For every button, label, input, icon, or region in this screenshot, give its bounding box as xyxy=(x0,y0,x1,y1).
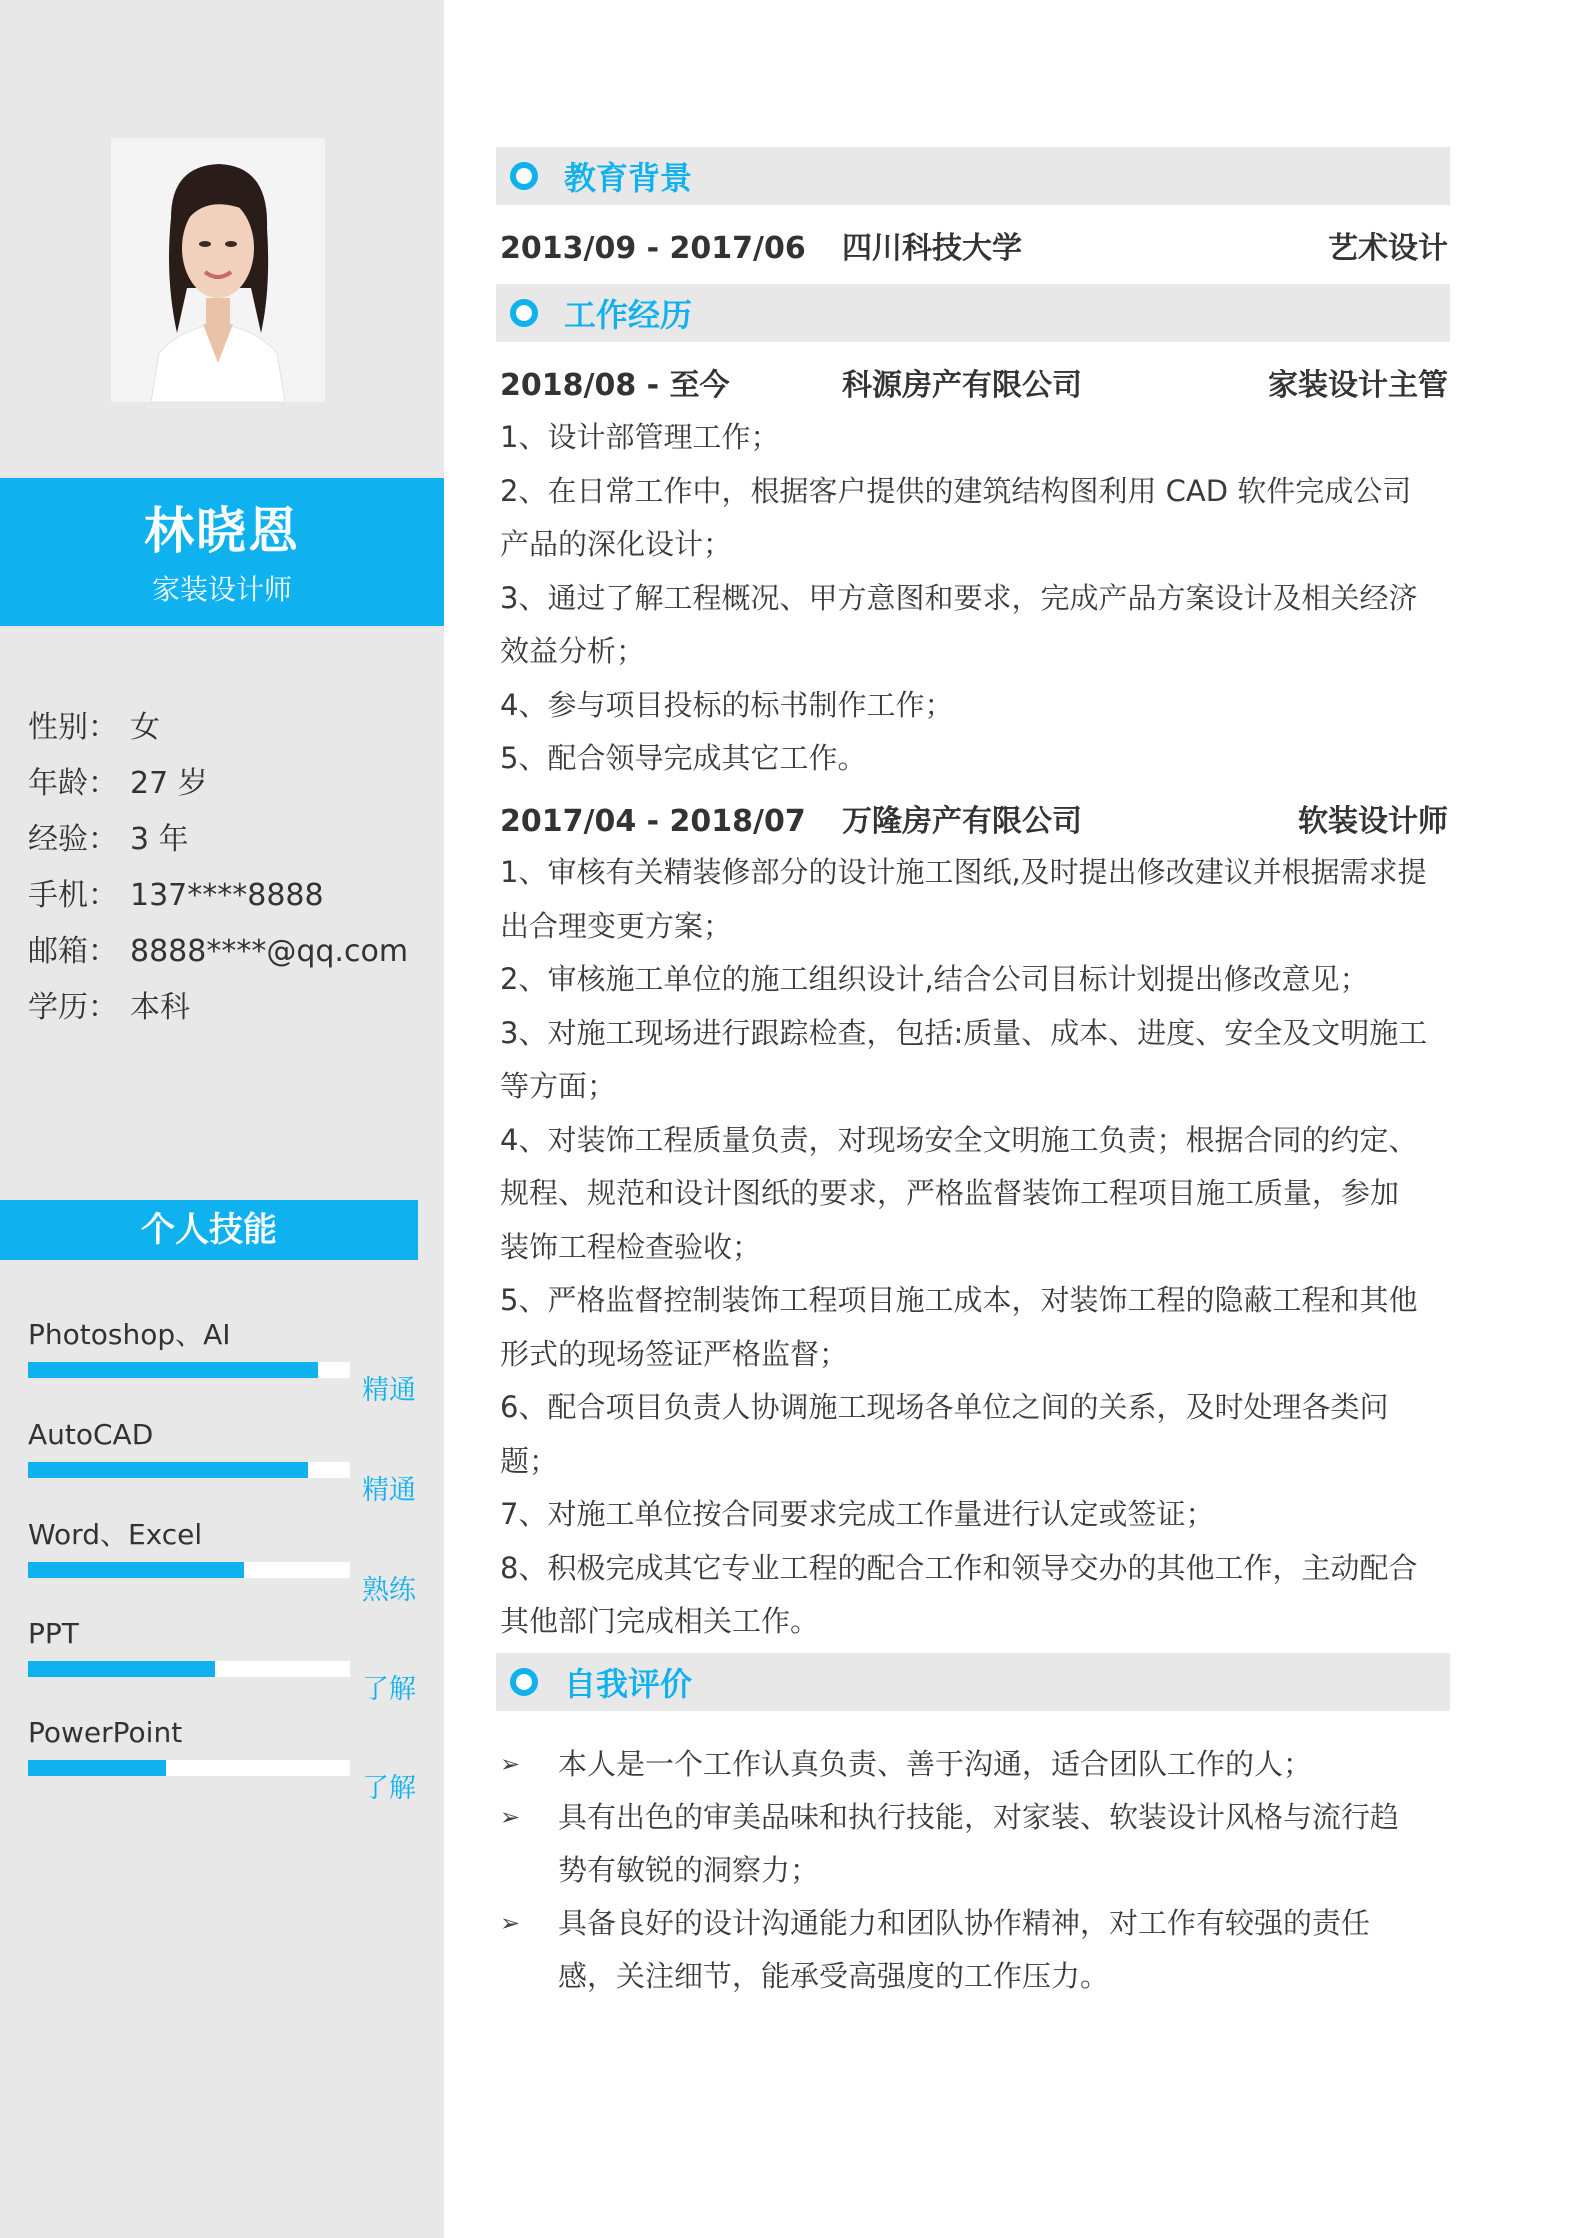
skill-bar-fill xyxy=(28,1661,215,1677)
info-row xyxy=(28,700,408,756)
skill-level: 精通 xyxy=(362,1475,416,1506)
skill-bar-fill xyxy=(28,1462,308,1478)
info-row xyxy=(28,868,408,924)
skill-bar xyxy=(28,1760,350,1776)
skill-bar xyxy=(28,1362,350,1378)
education-school: 四川科技大学 xyxy=(842,231,1022,266)
info-value: 本科 xyxy=(130,990,190,1025)
duty-line: 形式的现场签证严格监督； xyxy=(500,1336,849,1371)
job-company: 万隆房产有限公司 xyxy=(842,804,1082,839)
job-date: 2017/04 - 2018/07 xyxy=(500,804,806,839)
job-duties xyxy=(500,846,1460,1649)
info-value: 8888****@qq.com xyxy=(130,934,409,969)
skill-bar-fill xyxy=(28,1362,318,1378)
info-value: 3 年 xyxy=(130,822,189,857)
evaluation-line: 本人是一个工作认真负责、善于沟通，适合团队工作的人； xyxy=(558,1747,1313,1781)
job-position: 家装设计主管 xyxy=(1268,368,1448,403)
duty-line: 产品的深化设计； xyxy=(500,527,733,561)
info-value: 女 xyxy=(130,710,160,745)
duty-line: 等方面； xyxy=(500,1069,617,1103)
skill-bar xyxy=(28,1661,350,1677)
skill-name: Photoshop、AI xyxy=(28,1318,231,1351)
evaluation-line: 具有出色的审美品味和执行技能，对家装、软装设计风格与流行趋 xyxy=(558,1800,1400,1834)
sidebar xyxy=(0,0,444,2238)
evaluation-item xyxy=(496,1738,1456,1791)
skill-level: 精通 xyxy=(362,1375,416,1406)
info-value: 27 岁 xyxy=(130,766,208,801)
duty-line: 4、参与项目投标的标书制作工作； xyxy=(500,687,954,722)
evaluation-item xyxy=(496,1791,1456,1897)
personal-info xyxy=(28,700,408,1036)
section-title: 自我评价 xyxy=(564,1665,693,1703)
info-label: 性别： xyxy=(28,710,118,745)
duty-line: 出合理变更方案； xyxy=(500,908,733,943)
info-label: 年龄： xyxy=(28,766,118,801)
info-row xyxy=(28,812,408,868)
info-label: 经验： xyxy=(28,822,118,857)
info-row xyxy=(28,980,408,1036)
skill-name: AutoCAD xyxy=(28,1418,154,1451)
evaluation-list xyxy=(496,1738,1456,2003)
evaluation-line: 具备良好的设计沟通能力和团队协作精神，对工作有较强的责任 xyxy=(558,1906,1371,1940)
skill-name: PPT xyxy=(28,1617,79,1650)
section-title: 教育背景 xyxy=(564,159,693,197)
info-row xyxy=(28,924,408,980)
skill-item xyxy=(28,1416,418,1506)
skills-header: 个人技能 xyxy=(0,1200,418,1260)
info-value: 137****8888 xyxy=(130,878,324,913)
name-banner xyxy=(0,478,444,626)
skill-item xyxy=(28,1316,418,1406)
skill-level: 了解 xyxy=(362,1773,416,1804)
job-duties xyxy=(500,411,1460,786)
skill-item xyxy=(28,1714,418,1804)
candidate-title: 家装设计师 xyxy=(151,573,292,606)
education-date: 2013/09 - 2017/06 xyxy=(500,231,806,266)
education-section-header xyxy=(496,147,1450,205)
skill-bar xyxy=(28,1462,350,1478)
circle-bullet-icon xyxy=(510,162,538,190)
job-date: 2018/08 - 至今 xyxy=(500,368,730,403)
skill-name: PowerPoint xyxy=(28,1716,183,1749)
job-header xyxy=(500,363,1448,409)
duty-line: 5、严格监督控制装饰工程项目施工成本，对装饰工程的隐蔽工程和其他 xyxy=(500,1283,1418,1317)
portrait-image xyxy=(111,138,325,402)
evaluation-line: 势有敏锐的洞察力； xyxy=(558,1853,820,1887)
skill-level: 了解 xyxy=(362,1674,416,1705)
info-row xyxy=(28,756,408,812)
education-entry xyxy=(500,226,1448,272)
duty-line: 2、在日常工作中，根据客户提供的建筑结构图利用 CAD 软件完成公司 xyxy=(500,473,1412,508)
arrow-bullet-icon: ➢ xyxy=(500,1909,521,1937)
duty-line: 2、审核施工单位的施工组织设计,结合公司目标计划提出修改意见； xyxy=(500,962,1369,996)
evaluation-section-header xyxy=(496,1653,1450,1711)
duty-line: 1、审核有关精装修部分的设计施工图纸,及时提出修改建议并根据需求提 xyxy=(500,855,1427,889)
info-label: 手机： xyxy=(28,878,118,913)
candidate-name: 林晓恩 xyxy=(144,502,300,560)
arrow-bullet-icon: ➢ xyxy=(500,1750,521,1778)
duty-line: 1、设计部管理工作； xyxy=(500,420,780,454)
skill-item xyxy=(28,1615,418,1705)
evaluation-line: 感，关注细节，能承受高强度的工作压力。 xyxy=(558,1959,1110,1993)
duty-line: 6、配合项目负责人协调施工现场各单位之间的关系，及时处理各类问 xyxy=(500,1390,1389,1424)
duty-line: 效益分析； xyxy=(500,634,646,668)
job-company: 科源房产有限公司 xyxy=(842,368,1082,403)
skill-bar-fill xyxy=(28,1562,244,1578)
circle-bullet-icon xyxy=(510,1668,538,1696)
duty-line: 题； xyxy=(500,1443,559,1478)
duty-line: 规程、规范和设计图纸的要求，严格监督装饰工程项目施工质量，参加 xyxy=(500,1176,1400,1210)
duty-line: 8、积极完成其它专业工程的配合工作和领导交办的其他工作，主动配合 xyxy=(500,1550,1418,1585)
profile-photo xyxy=(111,138,325,402)
info-label: 邮箱： xyxy=(28,934,118,969)
education-major: 艺术设计 xyxy=(1328,231,1448,266)
skill-level: 熟练 xyxy=(362,1575,416,1606)
skill-item xyxy=(28,1516,418,1606)
evaluation-item xyxy=(496,1897,1456,2003)
duty-line: 装饰工程检查验收； xyxy=(500,1229,762,1264)
skill-bar xyxy=(28,1562,350,1578)
duty-line: 4、对装饰工程质量负责，对现场安全文明施工负责；根据合同的约定、 xyxy=(500,1122,1418,1157)
job-header xyxy=(500,799,1448,845)
duty-line: 3、对施工现场进行跟踪检查，包括:质量、成本、进度、安全及文明施工 xyxy=(500,1015,1428,1050)
skill-name: Word、Excel xyxy=(28,1518,203,1551)
duty-line: 5、配合领导完成其它工作。 xyxy=(500,741,867,775)
circle-bullet-icon xyxy=(510,299,538,327)
section-title: 工作经历 xyxy=(564,296,693,334)
info-label: 学历： xyxy=(28,990,118,1025)
duty-line: 3、通过了解工程概况、甲方意图和要求，完成产品方案设计及相关经济 xyxy=(500,580,1418,615)
job-position: 软装设计师 xyxy=(1298,804,1448,839)
skill-bar-fill xyxy=(28,1760,166,1776)
duty-line: 其他部门完成相关工作。 xyxy=(500,1604,820,1638)
duty-line: 7、对施工单位按合同要求完成工作量进行认定或签证； xyxy=(500,1497,1215,1531)
work-section-header xyxy=(496,284,1450,342)
arrow-bullet-icon: ➢ xyxy=(500,1803,521,1831)
